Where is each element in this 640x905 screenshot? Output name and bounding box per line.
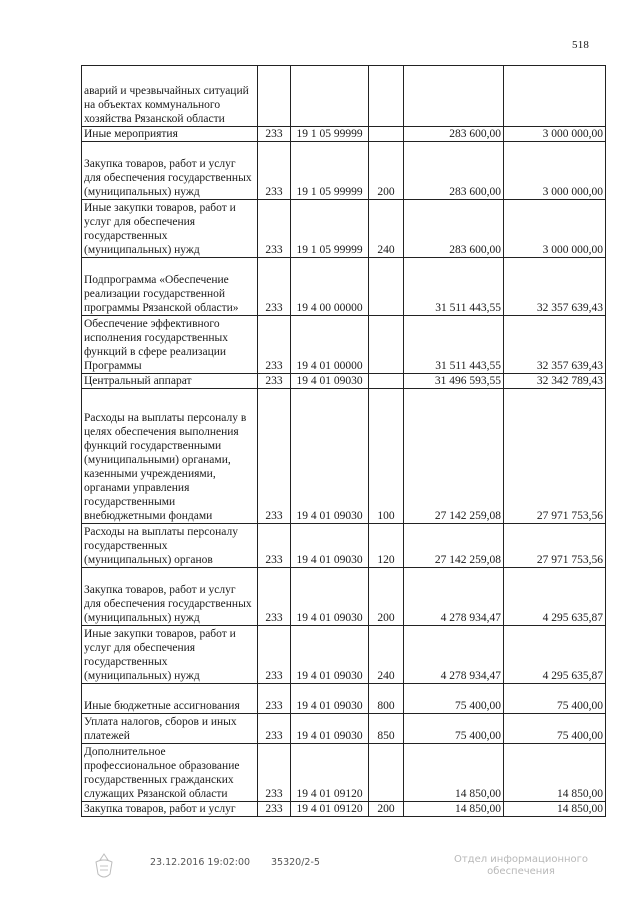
cell-code: 233 bbox=[258, 200, 291, 258]
cell-amount-2017: 27 142 259,08 bbox=[404, 389, 504, 524]
cell-name: Закупка товаров, работ и услуг для обеспечения государственных (муниципальных) нужд bbox=[82, 142, 258, 200]
cell-amount-2017: 283 600,00 bbox=[404, 142, 504, 200]
cell-name: Уплата налогов, сборов и иных платежей bbox=[82, 714, 258, 744]
table-row bbox=[82, 374, 606, 389]
cell-vr: 800 bbox=[369, 684, 404, 714]
cell-amount-2018: 32 342 789,43 bbox=[504, 374, 606, 389]
cell-amount-2018: 27 971 753,56 bbox=[504, 524, 606, 568]
cell-code: 233 bbox=[258, 802, 291, 817]
footer bbox=[0, 852, 640, 892]
cell-amount-2018: 3 000 000,00 bbox=[504, 200, 606, 258]
cell-amount-2017: 75 400,00 bbox=[404, 684, 504, 714]
cell-target: 19 4 00 00000 bbox=[291, 258, 369, 316]
cell-target: 19 4 01 00000 bbox=[291, 316, 369, 374]
cell-name: Иные бюджетные ассигнования bbox=[82, 684, 258, 714]
cell-amount-2018: 75 400,00 bbox=[504, 684, 606, 714]
table-row bbox=[82, 802, 606, 817]
cell-amount-2018: 14 850,00 bbox=[504, 802, 606, 817]
cell-target: 19 4 01 09030 bbox=[291, 389, 369, 524]
cell-amount-2018: 14 850,00 bbox=[504, 744, 606, 802]
cell-amount-2017: 31 511 443,55 bbox=[404, 316, 504, 374]
cell-vr: 850 bbox=[369, 714, 404, 744]
cell-vr bbox=[369, 127, 404, 142]
cell-code: 233 bbox=[258, 626, 291, 684]
cell-target: 19 4 01 09030 bbox=[291, 524, 369, 568]
cell-name: Иные мероприятия bbox=[82, 127, 258, 142]
cell-amount-2017: 14 850,00 bbox=[404, 802, 504, 817]
budget-table bbox=[81, 65, 606, 817]
cell-amount-2017: 31 511 443,55 bbox=[404, 258, 504, 316]
cell-vr: 240 bbox=[369, 626, 404, 684]
cell-amount-2018: 4 295 635,87 bbox=[504, 568, 606, 626]
footer-stamp bbox=[446, 854, 596, 878]
cell-name: Подпрограмма «Обеспечение реализации государственной программы Рязанской области» bbox=[82, 258, 258, 316]
table-row bbox=[82, 258, 606, 316]
table-row bbox=[82, 744, 606, 802]
table-row bbox=[82, 389, 606, 524]
table-row bbox=[82, 524, 606, 568]
cell-amount-2017: 75 400,00 bbox=[404, 714, 504, 744]
cell-code: 233 bbox=[258, 258, 291, 316]
cell-code bbox=[258, 66, 291, 127]
table-row bbox=[82, 568, 606, 626]
cell-amount-2018: 27 971 753,56 bbox=[504, 389, 606, 524]
cell-amount-2018: 75 400,00 bbox=[504, 714, 606, 744]
footer-code: 35320/2-5 bbox=[271, 857, 320, 868]
cell-target: 19 4 01 09030 bbox=[291, 626, 369, 684]
cell-amount-2017: 27 142 259,08 bbox=[404, 524, 504, 568]
cell-amount-2018: 3 000 000,00 bbox=[504, 127, 606, 142]
cell-code: 233 bbox=[258, 374, 291, 389]
cell-name: Дополнительное профессиональное образование государственных гражданских служащих Рязанской области bbox=[82, 744, 258, 802]
cell-target: 19 4 01 09120 bbox=[291, 744, 369, 802]
cell-target bbox=[291, 66, 369, 127]
cell-vr bbox=[369, 66, 404, 127]
cell-code: 233 bbox=[258, 568, 291, 626]
cell-name: Обеспечение эффективного исполнения государственных функций в сфере реализации Программы bbox=[82, 316, 258, 374]
cell-vr: 200 bbox=[369, 142, 404, 200]
cell-code: 233 bbox=[258, 389, 291, 524]
cell-name: Иные закупки товаров, работ и услуг для обеспечения государственных (муниципальных) нужд bbox=[82, 626, 258, 684]
cell-amount-2017 bbox=[404, 66, 504, 127]
cell-name: Центральный аппарат bbox=[82, 374, 258, 389]
cell-code: 233 bbox=[258, 744, 291, 802]
cell-vr: 100 bbox=[369, 389, 404, 524]
cell-vr bbox=[369, 258, 404, 316]
table-row bbox=[82, 66, 606, 127]
footer-stamp-line1: Отдел информационного bbox=[453, 854, 589, 865]
table-row bbox=[82, 142, 606, 200]
cell-amount-2017: 31 496 593,55 bbox=[404, 374, 504, 389]
cell-code: 233 bbox=[258, 524, 291, 568]
cell-amount-2018 bbox=[504, 66, 606, 127]
cell-name: Иные закупки товаров, работ и услуг для обеспечения государственных (муниципальных) нужд bbox=[82, 200, 258, 258]
cell-target: 19 1 05 99999 bbox=[291, 142, 369, 200]
table-row bbox=[82, 127, 606, 142]
cell-target: 19 1 05 99999 bbox=[291, 127, 369, 142]
cell-amount-2018: 32 357 639,43 bbox=[504, 316, 606, 374]
cell-target: 19 4 01 09120 bbox=[291, 802, 369, 817]
cell-amount-2018: 4 295 635,87 bbox=[504, 626, 606, 684]
cell-name: Закупка товаров, работ и услуг для обеспечения государственных (муниципальных) нужд bbox=[82, 568, 258, 626]
cell-code: 233 bbox=[258, 714, 291, 744]
cell-vr bbox=[369, 374, 404, 389]
cell-code: 233 bbox=[258, 684, 291, 714]
cell-vr: 120 bbox=[369, 524, 404, 568]
footer-stamp-line2: обеспечения bbox=[487, 866, 555, 877]
cell-name: Расходы на выплаты персоналу государственных (муниципальных) органов bbox=[82, 524, 258, 568]
cell-amount-2018: 3 000 000,00 bbox=[504, 142, 606, 200]
cell-amount-2017: 14 850,00 bbox=[404, 744, 504, 802]
cell-code: 233 bbox=[258, 142, 291, 200]
cell-vr: 200 bbox=[369, 802, 404, 817]
cell-vr bbox=[369, 316, 404, 374]
cell-name: Закупка товаров, работ и услуг bbox=[82, 802, 258, 817]
cell-amount-2017: 283 600,00 bbox=[404, 200, 504, 258]
page-number: 518 bbox=[572, 39, 590, 51]
cell-vr bbox=[369, 744, 404, 802]
cell-code: 233 bbox=[258, 127, 291, 142]
cell-target: 19 4 01 09030 bbox=[291, 714, 369, 744]
cell-target: 19 1 05 99999 bbox=[291, 200, 369, 258]
footer-date: 23.12.2016 19:02:00 bbox=[150, 857, 251, 868]
table-row bbox=[82, 316, 606, 374]
cell-name: Расходы на выплаты персоналу в целях обеспечения выполнения функций государственными (муниципальными) органами, казенными учреждениями, органами управления государственными внебюджетными фондами bbox=[82, 389, 258, 524]
emblem-icon bbox=[88, 852, 120, 884]
cell-target: 19 4 01 09030 bbox=[291, 684, 369, 714]
cell-target: 19 4 01 09030 bbox=[291, 374, 369, 389]
cell-amount-2017: 4 278 934,47 bbox=[404, 626, 504, 684]
cell-amount-2017: 283 600,00 bbox=[404, 127, 504, 142]
cell-vr: 200 bbox=[369, 568, 404, 626]
table-row bbox=[82, 684, 606, 714]
cell-code: 233 bbox=[258, 316, 291, 374]
cell-target: 19 4 01 09030 bbox=[291, 568, 369, 626]
cell-amount-2018: 32 357 639,43 bbox=[504, 258, 606, 316]
table-row bbox=[82, 626, 606, 684]
cell-vr: 240 bbox=[369, 200, 404, 258]
cell-name: аварий и чрезвычайных ситуаций на объектах коммунального хозяйства Рязанской области bbox=[82, 66, 258, 127]
table-row bbox=[82, 200, 606, 258]
table-row bbox=[82, 714, 606, 744]
cell-amount-2017: 4 278 934,47 bbox=[404, 568, 504, 626]
